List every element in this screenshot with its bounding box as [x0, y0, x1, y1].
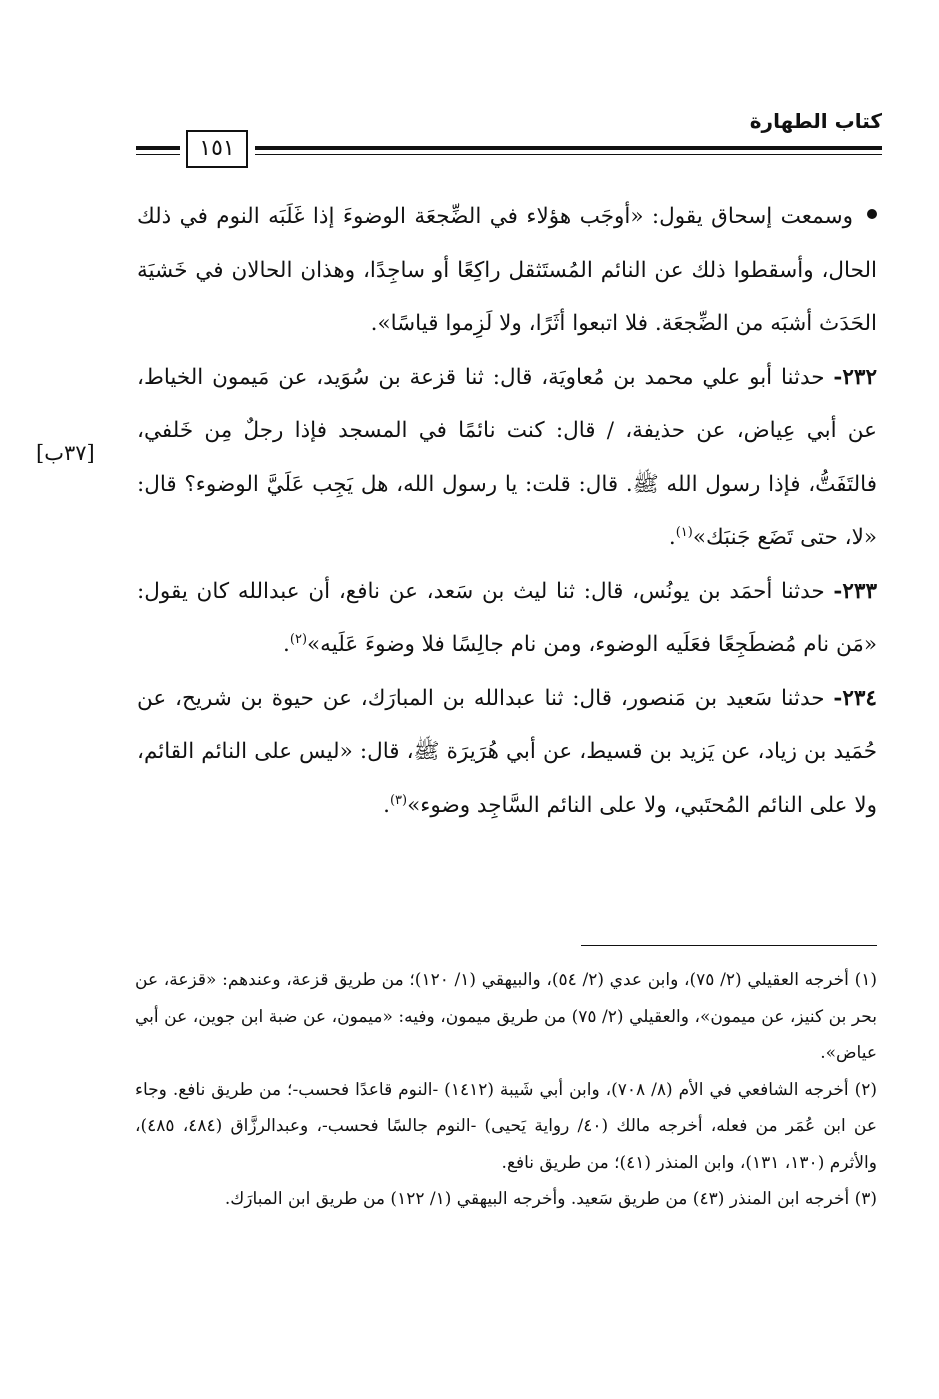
page-header: [136, 108, 882, 168]
footnote-3: (٣) أخرجه ابن المنذر (٤٣) من طريق سَعيد. وأخرجه البيهقي (١/ ١٢٢) من طريق ابن المبارَك.: [224, 1189, 877, 1209]
footnotes: [135, 962, 877, 1218]
footnote-1: (١) أخرجه العقيلي (٢/ ٧٥)، وابن عدي (٢/ ٥٤)، والبيهقي (١/ ١٢٠)؛ من طريق قزعة، وعندهم: «قزعة، عن بحر بن كنيز، عن ميمون»، والعقيلي (٢/ ٧٥) من طريق ميمون، وفيه: «ميمون، عن ضبة ابن جوين، عن أبي عياض».: [135, 970, 877, 1063]
book-title: كتاب الطهارة: [749, 109, 882, 133]
hadith-234: ٢٣٤- حدثنا سَعيد بن مَنصور، قال: ثنا عبدالله بن المبارَك، عن حيوة بن شريح، عن حُمَيد بن زياد، عن يَزيد بن قسيط، عن أبي هُرَيرَة ﷺ، قال: «ليس على النائم القائم، ولا على النائم المُحتَبي، ولا على النائم السَّاجِد وضوء»$^{(٣)}$.: [137, 685, 877, 818]
paragraph-text: وسمعت إسحاق يقول: «أوجَب هؤلاء في الضِّجعَة الوضوءَ إذا غَلَبَه النوم في ذلك الحال، وأسقطوا ذلك عن النائم المُستَثقل راكِعًا أو ساجِدًا، وهذان الحالان في خَشيَة الحَدَث أشبَه من الضِّجعَة. فلا اتبعوا أثَرًا، ولا لَزِموا قياسًا».: [137, 204, 877, 336]
main-text: [137, 190, 877, 832]
hadith-number: ٢٣٤-: [833, 685, 877, 711]
page-number: ١٥١: [186, 130, 248, 168]
footnote-ref[interactable]: (٢): [289, 631, 308, 647]
bullet-icon: [867, 209, 877, 219]
hadith-text: حدثنا أبو علي محمد بن مُعاويَة، قال: ثنا قزعة بن سُوَيد، عن مَيمون الخياط، عن أبي عِياض، عن حذيفة، / قال: كنت نائمًا في المسجد فإذا رجلٌ مِن خَلفي، فالتَفَتُّ، فإذا رسول الله ﷺ. قال: قلت: يا رسول الله، هل يَجِب عَلَيَّ الوضوء؟ قال: «لا، حتى تَضَع جَنبَك»: [137, 364, 877, 550]
margin-folio-note: [٣٧ب]: [36, 441, 95, 465]
paragraph-ishaq-quote: [137, 190, 877, 351]
hadith-232: ٢٣٢- حدثنا أبو علي محمد بن مُعاويَة، قال: ثنا قزعة بن سُوَيد، عن مَيمون الخياط، عن أبي عِياض، عن حذيفة، / قال: كنت نائمًا في المسجد فإذا رجلٌ مِن خَلفي، فالتَفَتُّ، فإذا رسول الله ﷺ. قال: قلت: يا رسول الله، هل يَجِب عَلَيَّ الوضوء؟ قال: «لا، حتى تَضَع جَنبَك»$^{(١)}$.: [137, 364, 877, 550]
hadith-number: ٢٣٢-: [833, 364, 877, 390]
header-rule-long: [255, 146, 882, 155]
hadith-text: حدثنا أحمَد بن يونُس، قال: ثنا ليث بن سَعد، عن نافع، أن عبدالله كان يقول: «مَن نام مُضطَجِعًا فعَلَيه الوضوء، ومن نام جالِسًا فلا وضوءَ عَلَيه»: [137, 578, 877, 657]
footnote-separator: [581, 945, 877, 946]
hadith-233: ٢٣٣- حدثنا أحمَد بن يونُس، قال: ثنا ليث بن سَعد، عن نافع، أن عبدالله كان يقول: «مَن نام مُضطَجِعًا فعَلَيه الوضوء، ومن نام جالِسًا فلا وضوءَ عَلَيه»$^{(٢)}$.: [137, 578, 877, 657]
footnote-2: (٢) أخرجه الشافعي في الأم (٨/ ٧٠٨)، وابن أبي شَيبة (١٤١٢) -النوم قاعدًا فحسب-؛ من طريق نافع. وجاء عن ابن عُمَر من فعله، أخرجه مالك (٤٠/ رواية يَحيى) -النوم جالسًا فحسب-، وعبدالرزَّاق (٤٨٤، ٤٨٥)، والأثرم (١٣٠، ١٣١)، وابن المنذر (٤١)؛ من طريق نافع.: [135, 1079, 878, 1173]
footnote-ref[interactable]: (٣): [389, 792, 408, 808]
footnote-ref[interactable]: (١): [675, 524, 693, 540]
header-rule-short: [136, 146, 180, 155]
hadith-number: ٢٣٣-: [833, 578, 877, 604]
hadith-text: حدثنا سَعيد بن مَنصور، قال: ثنا عبدالله بن المبارَك، عن حيوة بن شريح، عن حُمَيد بن زياد، عن يَزيد بن قسيط، عن أبي هُرَيرَة ﷺ، قال: «ليس على النائم القائم، ولا على النائم المُحتَبي، ولا على النائم السَّاجِد وضوء»: [137, 685, 877, 818]
